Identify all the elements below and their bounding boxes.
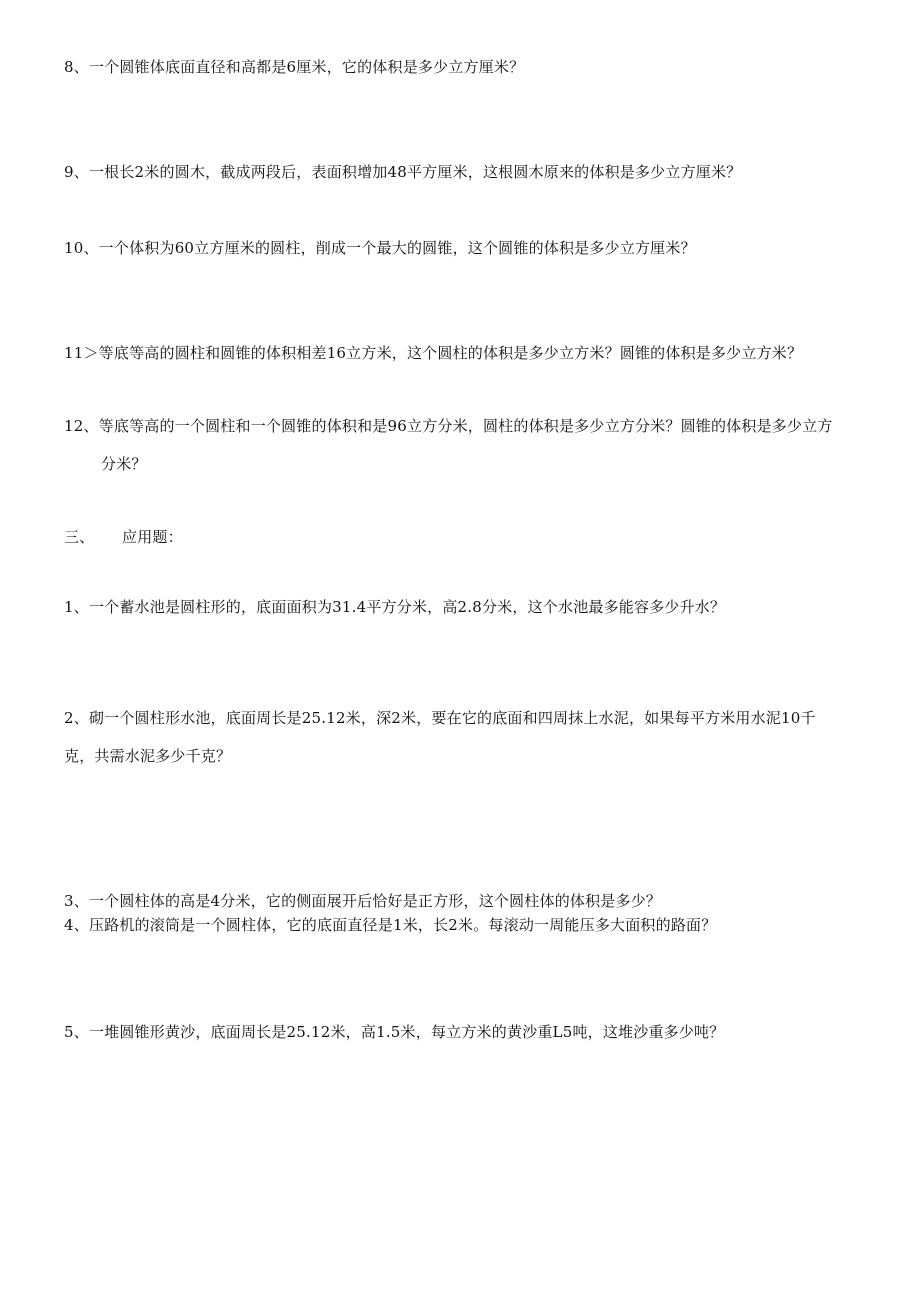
question-12: 12、等底等高的一个圆柱和一个圆锥的体积和是96立方分米，圆柱的体积是多少立方分米？圆锥的体积是多少立方: [64, 417, 833, 435]
app-question-1: 1、一个蓄水池是圆柱形的，底面面积为31.4平方分米，高2.8分米，这个水池最多能容多少升水？: [64, 598, 726, 616]
app-question-2-continuation: 克，共需水泥多少千克？: [64, 747, 232, 765]
app-question-3: 3、一个圆柱体的高是4分米，它的侧面展开后恰好是正方形，这个圆柱体的体积是多少？: [64, 892, 662, 910]
question-10: 10、一个体积为60立方厘米的圆柱，削成一个最大的圆锥，这个圆锥的体积是多少立方厘米？: [64, 239, 696, 257]
section-3-number: 三、: [64, 528, 95, 546]
question-11: 11＞等底等高的圆柱和圆锥的体积相差16立方米，这个圆柱的体积是多少立方米？圆锥的体积是多少立方米？: [64, 344, 803, 362]
app-question-5: 5、一堆圆锥形黄沙，底面周长是25.12米，高1.5米，每立方米的黄沙重L5吨，这堆沙重多少吨？: [64, 1023, 725, 1041]
section-3-title: 应用题：: [122, 528, 183, 546]
app-question-4: 4、压路机的滚筒是一个圆柱体，它的底面直径是1米，长2米。每滚动一周能压多大面积的路面？: [64, 916, 717, 934]
app-question-2: 2、砌一个圆柱形水池，底面周长是25.12米，深2米，要在它的底面和四周抹上水泥，如果每平方米用水泥10千: [64, 709, 816, 727]
question-12-continuation: 分米？: [101, 455, 147, 473]
question-9: 9、一根长2米的圆木，截成两段后，表面积增加48平方厘米，这根圆木原来的体积是多少立方厘米？: [64, 163, 742, 181]
question-8: 8、一个圆锥体底面直径和高都是6厘米，它的体积是多少立方厘米？: [64, 58, 525, 76]
